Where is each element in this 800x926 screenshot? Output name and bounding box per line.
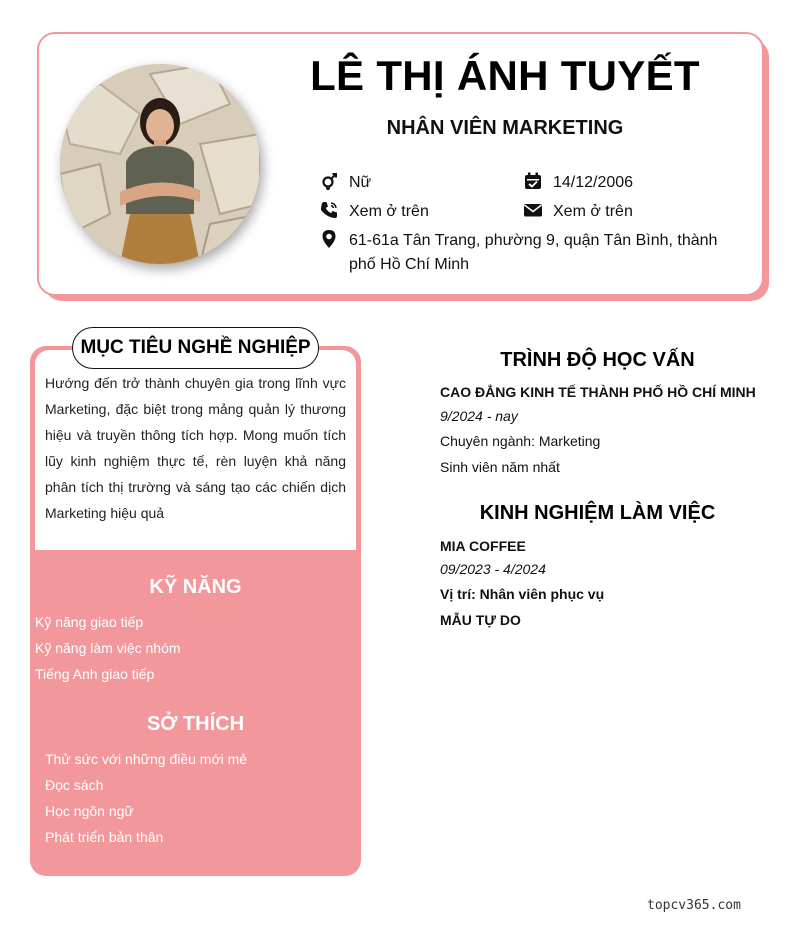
birthdate-value: 14/12/2006 xyxy=(553,174,634,191)
address-value: 61-61a Tân Trang, phường 9, quận Tân Bình, thành phố Hồ Chí Minh xyxy=(349,232,718,273)
education-period: 9/2024 - nay xyxy=(440,408,518,424)
education-status: Sinh viên năm nhất xyxy=(440,459,560,475)
email-icon xyxy=(523,200,545,222)
phone-icon xyxy=(319,200,341,222)
candidate-name: LÊ THỊ ÁNH TUYẾT xyxy=(310,52,700,99)
gender-row xyxy=(319,171,371,195)
skill-item: Kỹ năng giao tiếp xyxy=(35,614,144,630)
hobbies-title: SỞ THÍCH xyxy=(146,713,245,735)
email-value: Xem ở trên xyxy=(553,203,633,220)
phone-row xyxy=(319,200,429,224)
calendar-icon xyxy=(523,171,545,193)
email-row xyxy=(523,200,633,224)
experience-extra: MẪU TỰ DO xyxy=(440,612,521,628)
experience-title: KINH NGHIỆM LÀM VIỆC xyxy=(479,502,716,524)
job-title: NHÂN VIÊN MARKETING xyxy=(386,117,624,139)
education-title: TRÌNH ĐỘ HỌC VẤN xyxy=(500,349,695,371)
address-row xyxy=(319,229,719,277)
skill-item: Kỹ năng làm việc nhóm xyxy=(35,640,181,656)
experience-position: Vị trí: Nhân viên phục vụ xyxy=(440,586,605,602)
skills-title: KỸ NĂNG xyxy=(149,576,242,598)
skills-list xyxy=(35,609,181,687)
avatar xyxy=(60,64,260,264)
watermark: topcv365.com xyxy=(647,898,741,913)
objective-text: Hướng đến trở thành chuyên gia trong lĩnh vực Marketing, đặc biệt trong mảng quản lý thương hiệu và truyền thông tích hợp. Mong muốn tích lũy kinh nghiệm thực tế, rèn luyện khả năng phân tích thị trường và sáng tạo các chiến dịch Marketing hiệu quả xyxy=(45,375,346,521)
hobby-item: Thử sức với những điều mới mẻ xyxy=(45,751,248,767)
hobby-item: Đọc sách xyxy=(45,777,104,793)
hobby-item: Phát triển bản thân xyxy=(45,829,164,845)
location-icon xyxy=(319,229,341,251)
birthdate-row xyxy=(523,171,633,195)
hobby-item: Học ngôn ngữ xyxy=(45,803,134,819)
objective-title: MỤC TIÊU NGHỀ NGHIỆP xyxy=(72,327,319,369)
education-major: Chuyên ngành: Marketing xyxy=(440,433,601,449)
gender-value: Nữ xyxy=(349,174,372,191)
hobbies-list xyxy=(45,746,247,850)
experience-period: 09/2023 - 4/2024 xyxy=(440,561,546,577)
education-school: CAO ĐẲNG KINH TẾ THÀNH PHỐ HỒ CHÍ MINH xyxy=(440,384,756,400)
skill-item: Tiếng Anh giao tiếp xyxy=(35,666,155,682)
gender-icon xyxy=(319,171,341,193)
experience-company: MIA COFFEE xyxy=(440,538,526,554)
phone-value: Xem ở trên xyxy=(349,203,429,220)
